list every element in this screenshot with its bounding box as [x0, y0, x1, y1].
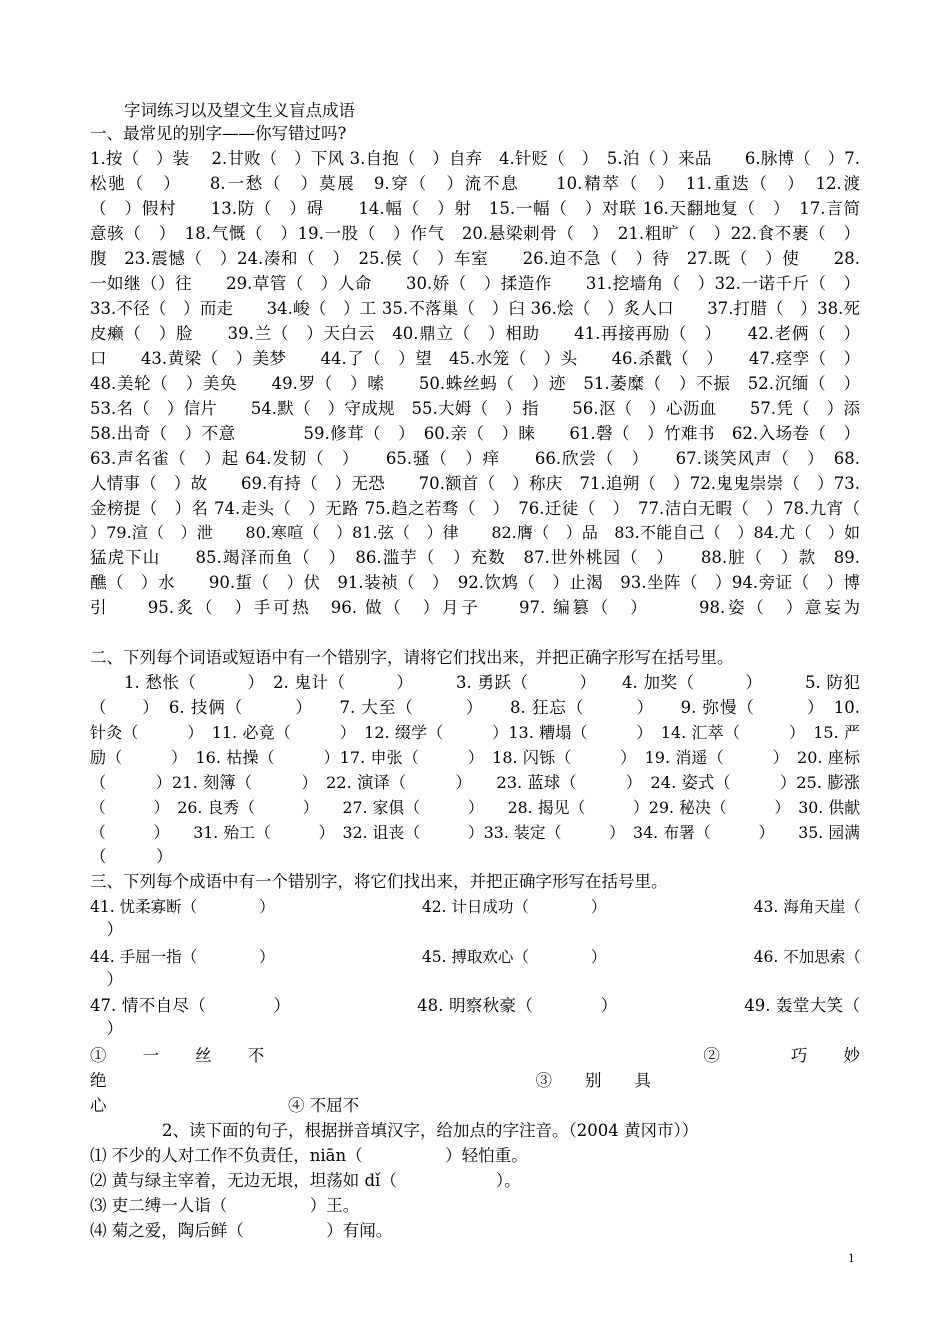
section1-line: 金榜提（ ）名 74.走头（ ）无路 75.趋之若骛（ ） 76.迁徒（ ） 77.洁白无暇（ ）78.九宵（	[90, 499, 860, 518]
section1-line: 48.美轮（ ）美奂 49.罗（ ）嗦 50.蛛丝蚂（ ）迹 51.萎糜（ ）不振 52.沉缅（ ）	[90, 374, 860, 393]
section1-line: 猛虎下山 85.竭泽而鱼（ ） 86.滥芋（ ）充数 87.世外桃园（ ） 88.脏（ ）款 89.	[90, 548, 860, 567]
section1-line: 1.按（ ）装 2.甘败（ ）下风 3.自抱（ ）自弃 4.针贬（ ） 5.泊（ ）来品 6.脉博（ ）7.	[90, 149, 860, 168]
section2-line: （ ） 26. 良秀（ ） 27. 家俱（ ） 28. 揭见（ ）29. 秘决（ ） 30. 供献	[90, 798, 860, 817]
section2-line: （ ）	[90, 847, 173, 866]
section2-line: （ ） 6. 技俩（ ） 7. 大至（ ） 8. 狂忘（ ） 9. 弥慢（ ） 10.	[90, 698, 860, 717]
section1-line: 意骇（ ） 18.气慨（ ）19.一股（ ）作气 20.悬梁刺骨（ ） 21.粗旷（ ）22.食不裹（ ）	[90, 224, 860, 243]
section1-line: 53.名（ ）信片 54.默（ ）守成规 55.大姆（ ）指 56.沤（ ）心沥血 57.凭（ ）添	[90, 399, 860, 418]
section1-line: （ ）假村 13.防（ ）碍 14.幅（ ）射 15.一幅（ ）对联 16.天翻地复（ ） 17.言简	[90, 199, 860, 218]
section1-line: 人情事（ ）故 69.有持（ ）无恐 70.额首（ ）称庆 71.追朔（ ）72.鬼鬼崇崇（ ）73.	[90, 474, 860, 493]
section5-line: ⑶ 吏二缚一人诣（ ）王。	[90, 1196, 360, 1215]
section2-heading: 二、下列每个词语或短语中有一个错别字，请将它们找出来，并把正确字形写在括号里。	[90, 648, 734, 667]
section1-line: 皮癞（ ）脸 39.兰（ ）天白云 40.鼎立（ ）相助 41.再接再励（ ） 42.老俩（ ）	[90, 324, 860, 343]
section3-line: 41. 忧柔寡断（ ） 42. 计日成功（ ） 43. 海角天崖（	[90, 898, 861, 916]
section2-line: 励（ ） 16. 枯操（ ）17. 申张（ ） 18. 闪铄（ ） 19. 消遥（ ） 20. 座标	[90, 748, 860, 767]
section4-line: ① 一 丝 不 ② 巧 妙	[90, 1046, 860, 1065]
section2-line: （ ） 31. 殆工（ ） 32. 诅丧（ ）33. 装定（ ） 34. 布署（ ） 35. 园满	[90, 823, 860, 842]
page-number: 1	[848, 1250, 855, 1265]
section1-line: 口 43.黄梁（ ）美梦 44.了（ ）望 45.水笼（ ）头 46.杀戳（ ） 47.痉孪（ ）	[90, 349, 860, 368]
section1-line: 63.声名雀（ ）起 64.发韧（ ） 65.骚（ ）痒 66.欣尝（ ） 67.谈笑风声（ ） 68.	[90, 449, 860, 468]
section3-line: ）	[90, 1019, 123, 1038]
section2-line: 针灸（ ） 11. 必竟（ ） 12. 缀学（ ）13. 糟塌（ ） 14. 汇萃（ ） 15. 严	[90, 723, 860, 742]
section1-line: 58.出奇（ ）不意 59.修茸（ ） 60.亲（ ）睐 61.磬（ ）竹难书 62.入场卷（ ）	[90, 424, 860, 443]
section5-line: ⑴ 不少的人对工作不负责任，niān（ ）轻怕重。	[90, 1146, 528, 1165]
section1-line: 33.不径（ ）而走 34.峻（ ）工 35.不落巢（ ）臼 36.烩（ ）炙人口 37.打腊（ ）38.死	[90, 299, 860, 318]
document-title: 字词练习以及望文生义盲点成语	[124, 101, 355, 120]
section5-line: ⑷ 菊之爱，陶后鲜（ ）有闻。	[90, 1221, 393, 1240]
section1-line: ）79.渲（ ）泄 80.寒喧（ ）81.弦（ ）律 82.膺（ ）品 83.不能自己（ ）84.尤（ ）如	[90, 523, 860, 542]
section3-line: ）	[90, 970, 123, 989]
section3-line: ）	[90, 920, 123, 939]
section2-line: 1. 愁怅（ ） 2. 鬼计（ ） 3. 勇跃（ ） 4. 加奖（ ） 5. 防犯	[124, 673, 860, 692]
section3-line: 44. 手屈一指（ ） 45. 搏取欢心（ ） 46. 不加思索（	[90, 948, 861, 966]
section5-heading: 2、读下面的句子，根据拼音填汉字，给加点的字注音。（2004 黄冈市））	[162, 1121, 699, 1140]
section3-heading: 三、下列每个成语中有一个错别字，将它们找出来，并把正确字形写在括号里。	[90, 872, 668, 891]
section1-line: 腹 23.震憾（ ）24.凑和（ ） 25.侯（ ）车室 26.迫不急（ ）待 27.既（ ）使 28.	[90, 249, 860, 268]
section2-line: （ ）21. 刻簿（ ） 22. 演译（ ） 23. 蓝球（ ） 24. 姿式（ ）25. 膨涨	[90, 773, 860, 792]
section4-line: 心 ④ 不屈不	[90, 1096, 360, 1115]
section4-line: 绝 ③ 别 具	[90, 1071, 651, 1090]
section1-line: 醮（ ）水 90.蜇（ ）伏 91.装祯（ ） 92.饮鸩（ ）止渴 93.坐阵（ ）94.旁证（ ）博	[90, 573, 860, 592]
section3-line: 47. 情不自尽（ ） 48. 明察秋豪（ ） 49. 轰堂大笑（	[90, 996, 860, 1015]
section5-line: ⑵ 黄与绿主宰着，无边无垠，坦荡如 dǐ（ ）。	[90, 1171, 521, 1190]
section1-line: 松驰（ ） 8.一愁（ ）莫展 9.穿（ ）流不息 10.精萃（ ） 11.重迭（ ） 12.渡	[90, 174, 860, 193]
section1-heading: 一、最常见的别字——你写错过吗?	[90, 124, 347, 143]
section1-line: 引 95.炙（ ）手可热 96. 做（ ）月子 97. 编篡（ ） 98.姿（ ）意妄为	[90, 598, 860, 617]
section1-line: 一如继（）往 29.草管（ ）人命 30.娇（ ）揉造作 31.挖墙角（ ）32.一诺千斤（ ）	[90, 274, 860, 293]
